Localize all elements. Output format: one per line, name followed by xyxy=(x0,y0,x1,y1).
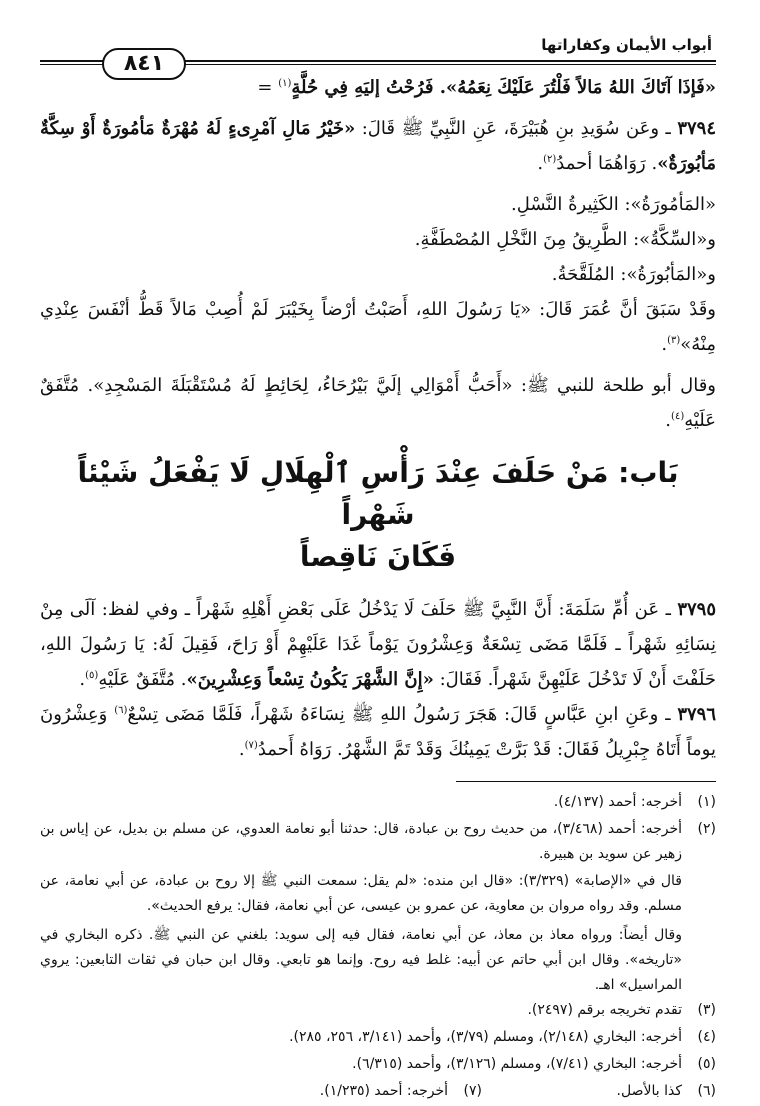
hadith-number: ٣٧٩٦ xyxy=(677,704,716,725)
gloss-line: «المَأمُورَةُ»: الكَثِيرةُ النَّسْلِ. xyxy=(511,194,716,215)
footnote-pair: (٦) كذا بالأصل. (٧) أخرجه: أحمد (١/٢٣٥). xyxy=(319,1083,716,1099)
main-text xyxy=(40,70,716,767)
footnote: (٥) أخرجه: البخاري (٧/٤١)، ومسلم (٣/١٢٦)، وأحمد (٦/٣١٥). xyxy=(352,1056,716,1072)
footnote: (٢) أخرجه: أحمد (٣/٤٦٨)، من حديث روح بن عبادة، قال: حدثنا أبو نعامة العدوي، عن مسلم بن بديل، عن إياس بن زهير عن سويد بن هبيرة. xyxy=(40,821,716,862)
footnote-continuation: وقال أيضاً: ورواه معاذ بن معاذ، عن أبي نعامة، فقال فيه إلى سويد: بلغني عن النبي ﷺ. ذكره البخاري في «تاريخه». وقال ابن أبي حاتم عن أبيه: غلط فيه روح. وإنما هو تابعي. وقال ابن حبان في ثقات التابعين: يروي المراسيل» اهـ. xyxy=(40,927,682,993)
footnote-ref: (٤) xyxy=(671,411,685,422)
footnote-ref: (٥) xyxy=(85,670,99,681)
footnote-ref: (٢) xyxy=(543,154,557,165)
gloss-line: و«السِّكَّةُ»: الطَّرِيقُ مِنَ النَّخْلِ المُصْطَفَّةِ. xyxy=(414,229,716,250)
gloss-line: و«المَأبُورَةُ»: المُلَقَّحَةُ. xyxy=(551,264,716,285)
page-number: ٨٤١ xyxy=(102,48,186,80)
paragraph-talha: وقال أبو طلحة للنبي ﷺ: «أَحَبُّ أَمْوَالِي إلَيَّ بَيْرُحَاءُ، لِحَائِطٍ لَهُ مُسْتَقْبَلَةَ المَسْجِدِ». مُتَّفَقٌ عَلَيْهِ$^{(٤)}$. xyxy=(40,375,716,431)
hadith-number: ٣٧٩٤ xyxy=(677,118,716,139)
footnote-ref: (٣) xyxy=(667,335,681,346)
footnote-ref: (٦) xyxy=(114,705,128,716)
paragraph-continuation: «فَإذَا آتَاكَ اللهُ مَالاً فَلْتُرَ عَلَيْكَ نِعَمُهُ». فَرُحْتُ إليَهِ فِي حُلَّةٍ$^{(١)}$ = xyxy=(257,77,716,98)
chapter-title-line: بَاب: مَنْ حَلَفَ عِنْدَ رَأْسِ ٱلْهِلَالِ لَا يَفْعَلُ شَيْئاً شَهْراً xyxy=(77,456,679,531)
running-title: أبواب الأيمان وكفاراتها xyxy=(541,36,712,54)
footnote-continuation: قال في «الإصابة» (٣/٣٢٩): «قال ابن منده: «لم يقل: سمعت النبي ﷺ إلا روح بن عبادة، عن أبي نعامة، عن مسلم. وقد رواه مروان بن معاوية، عن عمرو بن عيسى، عن أبي نعامة، فقال: يرفع الحديث». xyxy=(40,873,682,914)
paragraph-umar: وقَدْ سَبَقَ أنَّ عُمَرَ قَالَ: «يَا رَسُولَ اللهِ، أَصَبْتُ أرْضاً بِخَيْبَرَ لَمْ أُصِبْ مَالاً قَطُّ أنْفَسَ عِنْدِي مِنْهُ»$^{(٣)}$. xyxy=(40,299,716,355)
footnote: (١) أخرجه: أحمد (٤/١٣٧). xyxy=(553,794,716,810)
footnote-ref: (١) xyxy=(278,78,292,89)
hadith-3795: ٣٧٩٥ ـ عَن أُمِّ سَلَمَةَ: أَنَّ النَّبِيَّ ﷺ حَلَفَ لَا يَدْخُلُ عَلَى بَعْضِ أَهْلِهِ شَهْراً ـ وفي لفظ: آلَى مِنْ نِسَائِهِ شَهْراً ـ فَلَمَّا مَضَى تِسْعَةٌ وَعِشْرُونَ يَوْماً غَدَا عَلَيْهِمْ أَوْ رَاحَ، فَقِيلَ لَهُ: يَا رَسُولَ اللهِ، حَلَفْتَ أَنْ لَا تَدْخُلَ عَلَيْهِنَّ شَهْراً. فَقَالَ: «إِنَّ الشَّهْرَ يَكُونُ تِسْعاً وَعِشْرِينَ». مُتَّفَقٌ عَلَيْهِ$^{(٥)}$. xyxy=(40,599,716,690)
footnote: (٤) أخرجه: البخاري (٢/١٤٨)، ومسلم (٣/٧٩)، وأحمد (٣/١٤١، ٢٥٦، ٢٨٥). xyxy=(289,1029,716,1045)
page-header xyxy=(40,0,716,76)
hadith-3794: ٣٧٩٤ ـ وعَن سُوَيدِ بنِ هُبَيْرَةَ، عَنِ النَّبِيِّ ﷺ قَالَ: «خَيْرُ مَالِ آمْرِىءٍ لَهُ مُهْرَةٌ مَأمُورَةٌ أَوْ سِكَّةٌ مَأبُورَةٌ». رَوَاهُمَا أحمدُ$^{(٢)}$. xyxy=(40,118,716,174)
footnote-ref: (٧) xyxy=(244,740,258,751)
hadith-number: ٣٧٩٥ xyxy=(677,599,716,620)
chapter-title-line: فَكَانَ نَاقِصاً xyxy=(299,540,457,573)
footnote-separator xyxy=(456,781,716,782)
footnotes xyxy=(40,790,716,1104)
footnote: (٣) تقدم تخريجه برقم (٢٤٩٧). xyxy=(527,1002,716,1018)
chapter-heading xyxy=(40,452,716,578)
hadith-3796: ٣٧٩٦ ـ وعَنِ ابنِ عَبَّاسٍ قَالَ: هَجَرَ رَسُولُ اللهِ ﷺ نِسَاءَهُ شَهْراً، فَلَمَّا مَضَى تِسْعٌ$^{(٦)}$ وَعِشْرُونَ يوماً أَتَاهُ جِبْرِيلُ فَقَالَ: قَدْ بَرَّتْ يَمِينُكَ وَقَدْ تَمَّ الشَّهْرُ. رَوَاهُ أَحمدُ$^{(٧)}$. xyxy=(40,704,716,760)
